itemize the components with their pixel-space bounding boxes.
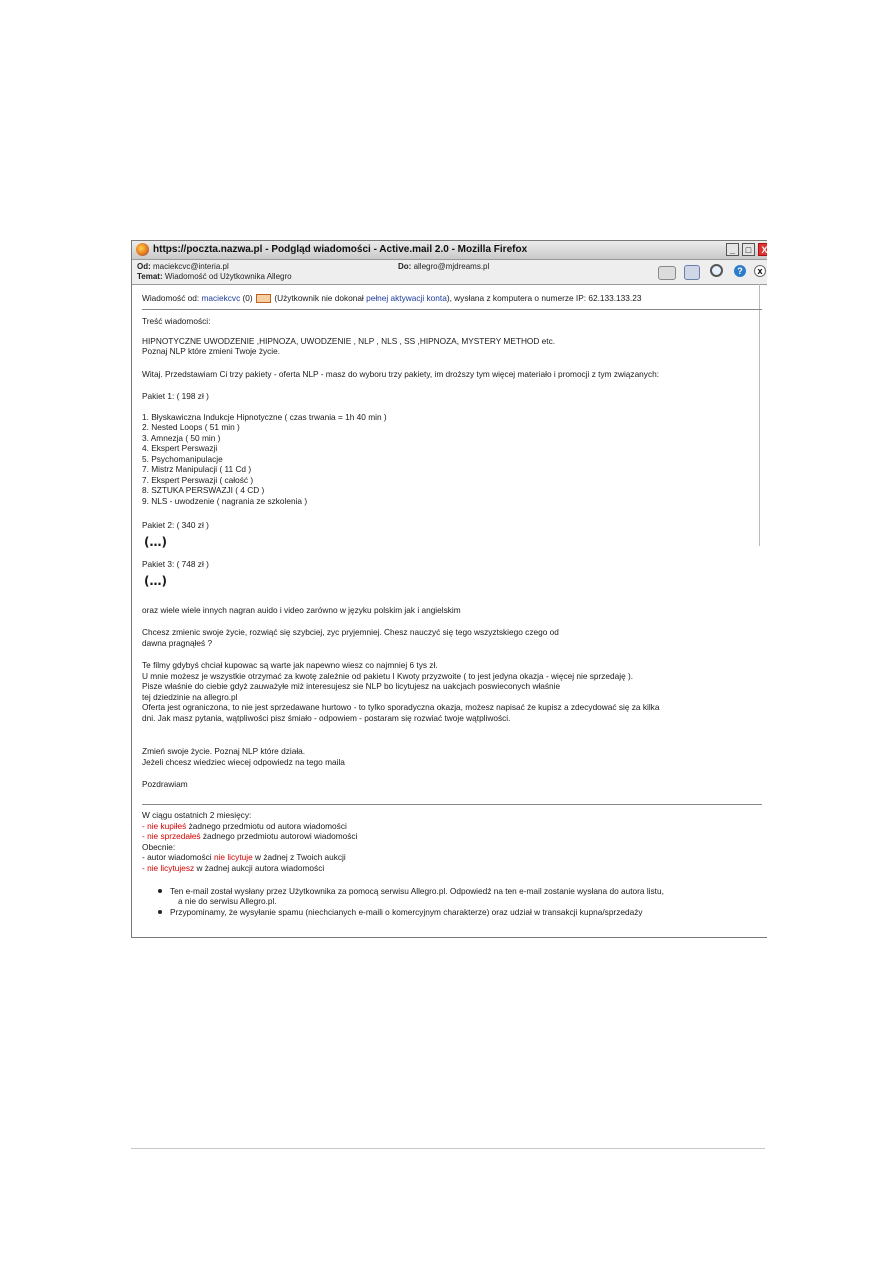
list-item: 3. Amnezja ( 50 min )	[142, 433, 221, 443]
not-bought-label: nie kupiłeś	[147, 821, 187, 831]
list-item: 5. Psychomanipulacje	[142, 454, 223, 464]
window-title: https://poczta.nazwa.pl - Podgląd wiadomości - Active.mail 2.0 - Mozilla Firefox	[153, 244, 528, 255]
author-not-bidding: nie licytuje	[213, 852, 253, 862]
topic-label: Temat:	[137, 272, 163, 281]
to-label: Do:	[398, 262, 412, 271]
footer-author-bidding	[142, 852, 346, 862]
footer-you-bidding	[142, 863, 324, 873]
page-divider	[131, 1148, 765, 1149]
from-value: maciekcvc@interia.pl	[153, 262, 229, 271]
body-line: tej dziedzinie na allegro.pl	[142, 692, 238, 702]
body-line: dni. Jak masz pytania, wątpliwości pisz śmiało - odpowiem - postaram się rozwiać twoje wątpliwości.	[142, 713, 511, 723]
not-bought-rest: żadnego przedmiotu od autora wiadomości	[188, 821, 347, 831]
list-item: 1. Błyskawiczna Indukcje Hipnotyczne ( czas trwania = 1h 40 min )	[142, 412, 387, 422]
print-options-icon[interactable]	[684, 265, 700, 280]
body-line: dawna pragnąłeś ?	[142, 638, 213, 648]
title-bar	[132, 241, 767, 260]
body-line: oraz wiele wiele innych nagran auido i video zarówno w języku polskim jak i angielskim	[142, 605, 461, 615]
footer-currently: Obecnie:	[142, 842, 176, 852]
to-value: allegro@mjdreams.pl	[413, 262, 490, 271]
ellipsis: (…)	[144, 574, 167, 588]
body-line: Pozdrawiam	[142, 779, 188, 789]
footer-sold	[142, 831, 357, 841]
you-not-bidding: nie licytujesz	[147, 863, 195, 873]
search-icon[interactable]	[710, 264, 723, 277]
help-icon[interactable]: ?	[734, 265, 746, 277]
body-line: Jeżeli chcesz wiedziec wiecej odpowiedz na tego maila	[142, 757, 345, 767]
list-item: 8. SZTUKA PERSWAZJI ( 4 CD )	[142, 485, 265, 495]
from-field	[137, 262, 229, 271]
message-content	[132, 284, 767, 937]
body-line: Poznaj NLP które zmieni Twoje życie.	[142, 346, 281, 356]
maximize-button[interactable]: □	[742, 243, 755, 256]
sender-score: (0)	[242, 293, 253, 303]
sender-login-link[interactable]: maciekcvc	[201, 293, 241, 303]
package-2: Pakiet 2: ( 340 zł )	[142, 520, 209, 530]
list-item: 7. Ekspert Perswazji ( całość )	[142, 475, 254, 485]
body-line: Oferta jest ograniczona, to nie jest sprzedawane hurtowo - to tylko sporadyczna okazja, możesz napisać że kupisz a zdecydować się za kilka	[142, 702, 660, 712]
close-button[interactable]: X	[758, 243, 767, 256]
package-1: Pakiet 1: ( 198 zł )	[142, 391, 209, 401]
you-rest: w żadnej aukcji autora wiadomości	[196, 863, 325, 873]
footer-months: W ciągu ostatnich 2 miesięcy:	[142, 810, 252, 820]
not-sold-label: nie sprzedałeś	[147, 831, 201, 841]
bullet	[158, 889, 162, 893]
activation-link[interactable]: pełnej aktywacji konta	[366, 293, 447, 303]
from-label: Od:	[137, 262, 151, 271]
list-item: 2. Nested Loops ( 51 min )	[142, 422, 240, 432]
ellipsis: (…)	[144, 535, 167, 549]
body-line: Te filmy gdybyś chciał kupowac są warte jak napewno wiesz co najmniej 6 tys zł.	[142, 660, 438, 670]
topic-field	[137, 272, 292, 281]
topic-value: Wiadomość od Użytkownika Allegro	[164, 272, 292, 281]
browser-window	[131, 240, 767, 938]
body-line: Chcesz zmienic swoje życie, rozwiąć się szybciej, zyc pryjemniej. Chesz nauczyć się tego wszyztskiego czego od	[142, 627, 559, 637]
author-rest: w żadnej z Twoich aukcji	[255, 852, 346, 862]
sender-prefix: Wiadomość od:	[142, 293, 200, 303]
divider	[142, 309, 762, 310]
sender-line	[142, 293, 641, 303]
bullet	[158, 910, 162, 914]
dash: -	[142, 863, 145, 873]
body-line: Witaj. Przedstawiam Ci trzy pakiety - oferta NLP - masz do wyboru trzy pakiety, im droższy tym więcej materiało i promocji z tym związanych:	[142, 369, 660, 379]
firefox-icon	[136, 243, 149, 256]
notice-line: a nie do serwisu Allegro.pl.	[178, 896, 277, 906]
sender-status-close: ), wysłana z komputera o numerze IP: 62.133.133.23	[446, 293, 642, 303]
print-icon[interactable]	[658, 266, 676, 280]
minimize-button[interactable]: _	[726, 243, 739, 256]
body-line: HIPNOTYCZNE UWODZENIE ,HIPNOZA, UWODZENIE , NLP , NLS , SS ,HIPNOZA, MYSTERY METHOD etc.	[142, 336, 556, 346]
body-line: Pisze właśnie do ciebie gdyż zauważyłe miż interesujesz sie NLP bo licytujesz na uakcjach poswieconych właśnie	[142, 681, 561, 691]
dash: -	[142, 831, 145, 841]
divider	[142, 804, 762, 805]
not-sold-rest: żadnego przedmiotu autorowi wiadomości	[202, 831, 358, 841]
notice-line: Przypominamy, że wysyłanie spamu (niechcianych e-maili o komercyjnym charakterze) oraz udział w transakcji kupna/sprzedaży	[170, 907, 643, 917]
body-line: Zmień swoje życie. Poznaj NLP które działa.	[142, 746, 306, 756]
list-item: 9. NLS - uwodzenie ( nagrania ze szkolenia )	[142, 496, 308, 506]
close-message-icon[interactable]: x	[754, 265, 766, 277]
content-label: Treść wiadomości:	[142, 316, 211, 326]
sender-status-open: (Użytkownik nie dokonał	[274, 293, 364, 303]
list-item: 7. Mistrz Manipulacji ( 11 Cd )	[142, 464, 252, 474]
notice-line: Ten e-mail został wysłany przez Użytkownika za pomocą serwisu Allegro.pl. Odpowiedź na ten e-mail zostanie wysłana do autora listu,	[170, 886, 664, 896]
author-prefix: - autor wiadomości	[142, 852, 212, 862]
to-field	[398, 262, 489, 271]
list-item: 4. Ekspert Perswazji	[142, 443, 218, 453]
package-3: Pakiet 3: ( 748 zł )	[142, 559, 209, 569]
body-line: U mnie możesz je wszystkie otrzymać za kwotę zależnie od pakietu I Kwoty przyzwoite ( to jest jedyna okazja - więcej nie sprzedaję ).	[142, 671, 634, 681]
dash: -	[142, 821, 145, 831]
envelope-icon[interactable]	[256, 294, 271, 303]
message-header	[132, 260, 767, 285]
footer-bought	[142, 821, 347, 831]
